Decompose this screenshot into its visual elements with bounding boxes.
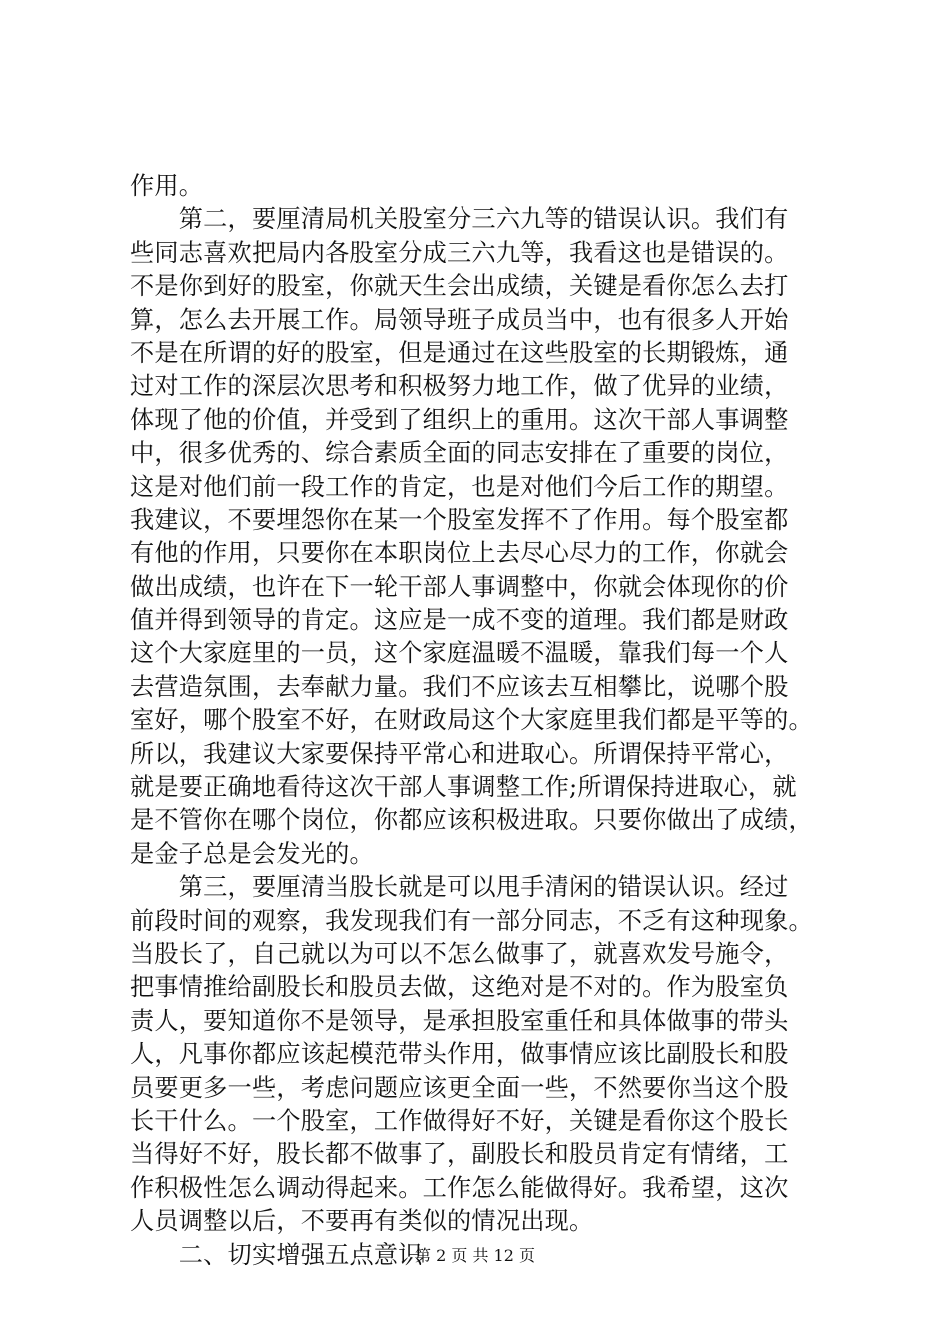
page-number-footer: 第 2 页 共 12 页 xyxy=(415,1246,535,1265)
text-line: 是金子总是会发光的。 xyxy=(130,839,374,868)
text-line: 做出成绩，也许在下一轮干部人事调整中，你就会体现你的价 xyxy=(130,572,789,601)
text-line: 所以，我建议大家要保持平常心和进取心。所谓保持平常心， xyxy=(130,739,789,768)
text-line: 去营造氛围，去奉献力量。我们不应该去互相攀比，说哪个股 xyxy=(130,672,789,701)
text-line: 员要更多一些，考虑问题应该更全面一些，不然要你当这个股 xyxy=(130,1073,789,1102)
text-line: 中，很多优秀的、综合素质全面的同志安排在了重要的岗位， xyxy=(130,439,789,468)
text-line: 人员调整以后，不要再有类似的情况出现。 xyxy=(130,1207,594,1236)
text-line: 体现了他的价值，并受到了组织上的重用。这次干部人事调整 xyxy=(130,405,789,434)
text-line: 作用。 xyxy=(130,172,204,200)
text-line: 作积极性怎么调动得起来。工作怎么能做得好。我希望，这次 xyxy=(130,1173,789,1202)
text-line: 这个大家庭里的一员，这个家庭温暖不温暖，靠我们每一个人 xyxy=(130,639,789,668)
text-line: 前段时间的观察，我发现我们有一部分同志，不乏有这种现象。 xyxy=(130,906,813,935)
text-line: 算，怎么去开展工作。局领导班子成员当中，也有很多人开始 xyxy=(130,305,789,334)
section-heading: 二、切实增强五点意识 xyxy=(130,1240,423,1269)
text-line: 室好，哪个股室不好，在财政局这个大家庭里我们都是平等的。 xyxy=(130,706,813,735)
text-line: 我建议，不要埋怨你在某一个股室发挥不了作用。每个股室都 xyxy=(130,505,789,534)
text-line: 有他的作用，只要你在本职岗位上去尽心尽力的工作，你就会 xyxy=(130,539,789,568)
text-line: 长干什么。一个股室，工作做得好不好，关键是看你这个股长 xyxy=(130,1106,789,1135)
text-line: 当股长了，自己就以为可以不怎么做事了，就喜欢发号施令， xyxy=(130,939,789,968)
text-line: 值并得到领导的肯定。这应是一成不变的道理。我们都是财政 xyxy=(130,606,789,635)
text-line: 就是要正确地看待这次干部人事调整工作;所谓保持进取心，就 xyxy=(130,773,797,802)
text-line: 不是你到好的股室，你就天生会出成绩，关键是看你怎么去打 xyxy=(130,272,789,301)
text-line: 这是对他们前一段工作的肯定，也是对他们今后工作的期望。 xyxy=(130,472,789,501)
text-line: 把事情推给副股长和股员去做，这绝对是不对的。作为股室负 xyxy=(130,973,789,1002)
text-line: 些同志喜欢把局内各股室分成三六九等，我看这也是错误的。 xyxy=(130,238,789,267)
text-line: 是不管你在哪个岗位，你都应该积极进取。只要你做出了成绩， xyxy=(130,806,813,835)
text-line: 第二，要厘清局机关股室分三六九等的错误认识。我们有 xyxy=(130,205,789,234)
text-line: 不是在所谓的好的股室，但是通过在这些股室的长期锻炼，通 xyxy=(130,338,789,367)
text-line: 当得好不好，股长都不做事了，副股长和股员肯定有情绪，工 xyxy=(130,1140,789,1169)
text-line: 人，凡事你都应该起模范带头作用，做事情应该比副股长和股 xyxy=(130,1040,789,1069)
text-line: 过对工作的深层次思考和积极努力地工作，做了优异的业绩， xyxy=(130,372,789,401)
text-line: 第三，要厘清当股长就是可以甩手清闲的错误认识。经过 xyxy=(130,873,789,902)
body-text xyxy=(130,170,850,1272)
text-line: 责人，要知道你不是领导，是承担股室重任和具体做事的带头 xyxy=(130,1006,789,1035)
